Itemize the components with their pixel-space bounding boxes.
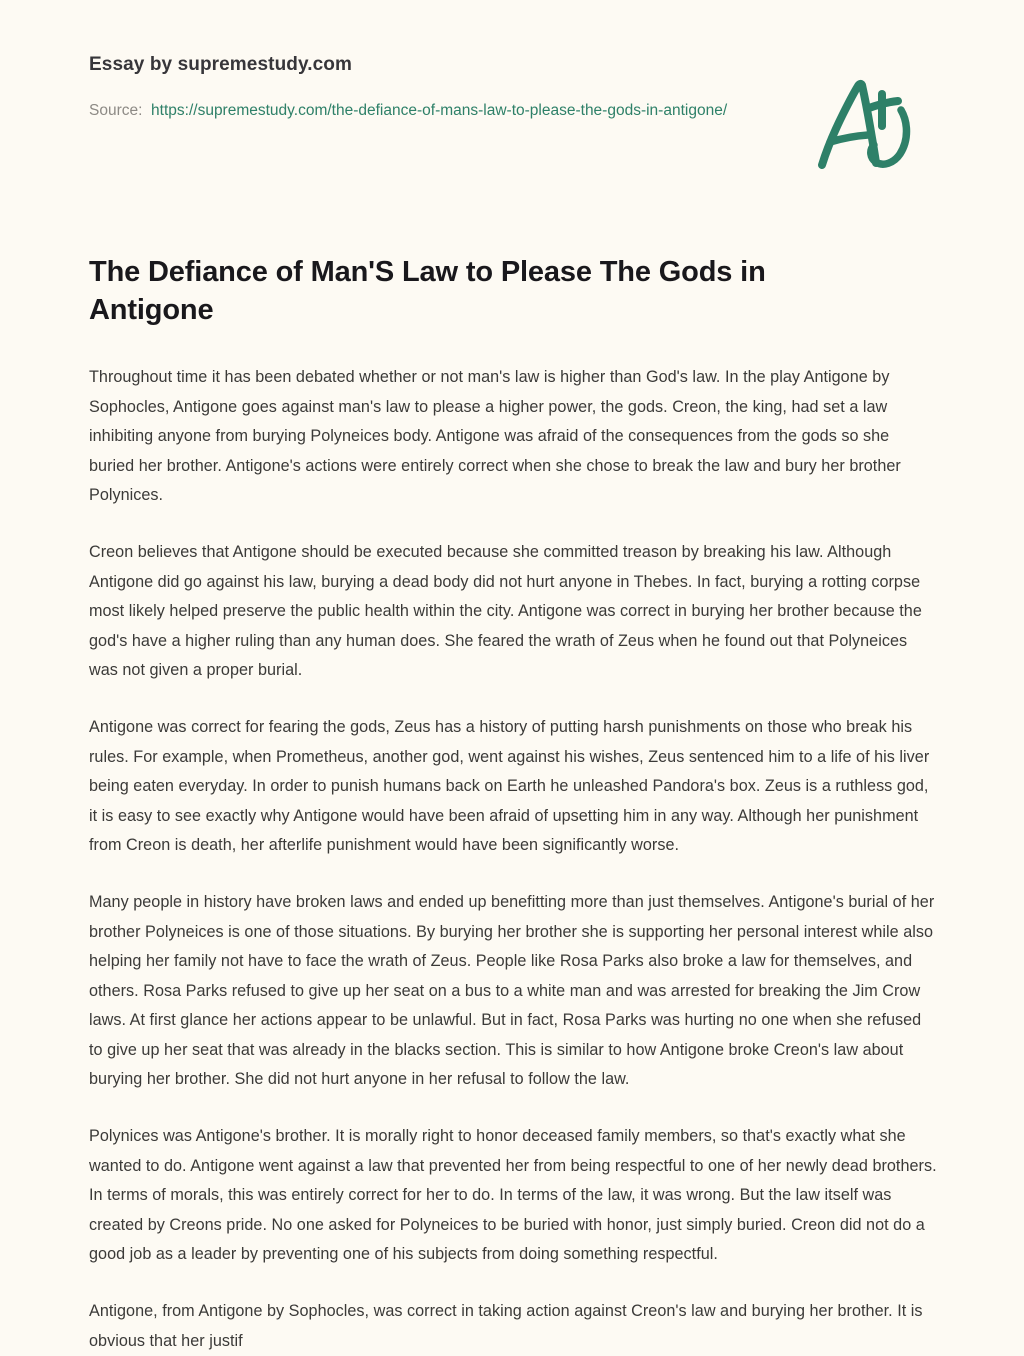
source-label: Source: bbox=[89, 102, 143, 119]
article-container bbox=[0, 205, 1024, 1356]
page-title: The Defiance of Man'S Law to Please The Gods in Antigone bbox=[89, 256, 766, 326]
header-text-block bbox=[89, 52, 749, 123]
article-body bbox=[89, 363, 937, 1356]
article-paragraph: Throughout time it has been debated whether or not man's law is higher than God's law. In the play Antigone by Sophocles, Antigone goes against man's law to please a higher power, the gods. Creon, the king, had set a law inhibiting anyone from burying Polyneices body. Antigone was afraid of the consequences from the gods so she buried her brother. Antigone's actions were entirely correct when she chose to break the law and bury her brother Polynices. bbox=[89, 368, 901, 505]
article-paragraph: Antigone, from Antigone by Sophocles, was correct in taking action against Creon's law and burying her brother. It is obvious that her justif bbox=[89, 1302, 923, 1350]
article-paragraph: Antigone was correct for fearing the gods, Zeus has a history of putting harsh punishments on those who break his rules. For example, when Prometheus, another god, went against his wishes, Zeus sentenced him to a life of his liver being eaten everyday. In order to punish humans back on Earth he unleashed Pandora's box. Zeus is a ruthless god, it is easy to see exactly why Antigone would have been afraid of upsetting him in any way. Although her punishment from Creon is death, her afterlife punishment would have been significantly worse. bbox=[89, 717, 930, 855]
source-line bbox=[89, 98, 749, 123]
essay-byline: Essay by supremestudy.com bbox=[89, 54, 352, 75]
source-url-link[interactable]: https://supremestudy.com/the-defiance-of-mans-law-to-please-the-gods-in-antigone/ bbox=[151, 102, 728, 119]
article-paragraph: Creon believes that Antigone should be executed because she committed treason by breaking his law. Although Antigone did go against his law, burying a dead body did not hurt anyone in Thebes. In fact, burying a rotting corpse most likely helped preserve the public health within the city. Antigone was correct in burying her brother because the god's have a higher ruling than any human does. She feared the wrath of Zeus when he found out that Polyneices was not given a proper burial. bbox=[89, 542, 922, 680]
page-header bbox=[0, 0, 1024, 205]
article-paragraph: Polynices was Antigone's brother. It is morally right to honor deceased family members, so that's exactly what she wanted to do. Antigone went against a law that prevented her from being respectful to one of her newly dead brothers. In terms of morals, this was entirely correct for her to do. In terms of the law, it was wrong. But the law itself was created by Creons pride. No one asked for Polyneices to be buried with honor, just simply buried. Creon did not do a good job as a leader by preventing one of his subjects from doing something respectful. bbox=[89, 1127, 937, 1264]
article-paragraph: Many people in history have broken laws and ended up benefitting more than just themselves. Antigone's burial of her brother Polyneices is one of those situations. By burying her brother she is supporting her personal interest while also helping her family not have to face the wrath of Zeus. People like Rosa Parks also broke a law for themselves, and others. Rosa Parks refused to give up her seat on a bus to a white man and was arrested for breaking the Jim Crow laws. At first glance her actions appear to be unlawful. But in fact, Rosa Parks was hurting no one when she refused to give up her seat that was already in the blacks section. This is similar to how Antigone broke Creon's law about burying her brother. She did not hurt anyone in her refusal to follow the law. bbox=[89, 892, 935, 1089]
a-plus-logo-icon bbox=[812, 70, 922, 175]
